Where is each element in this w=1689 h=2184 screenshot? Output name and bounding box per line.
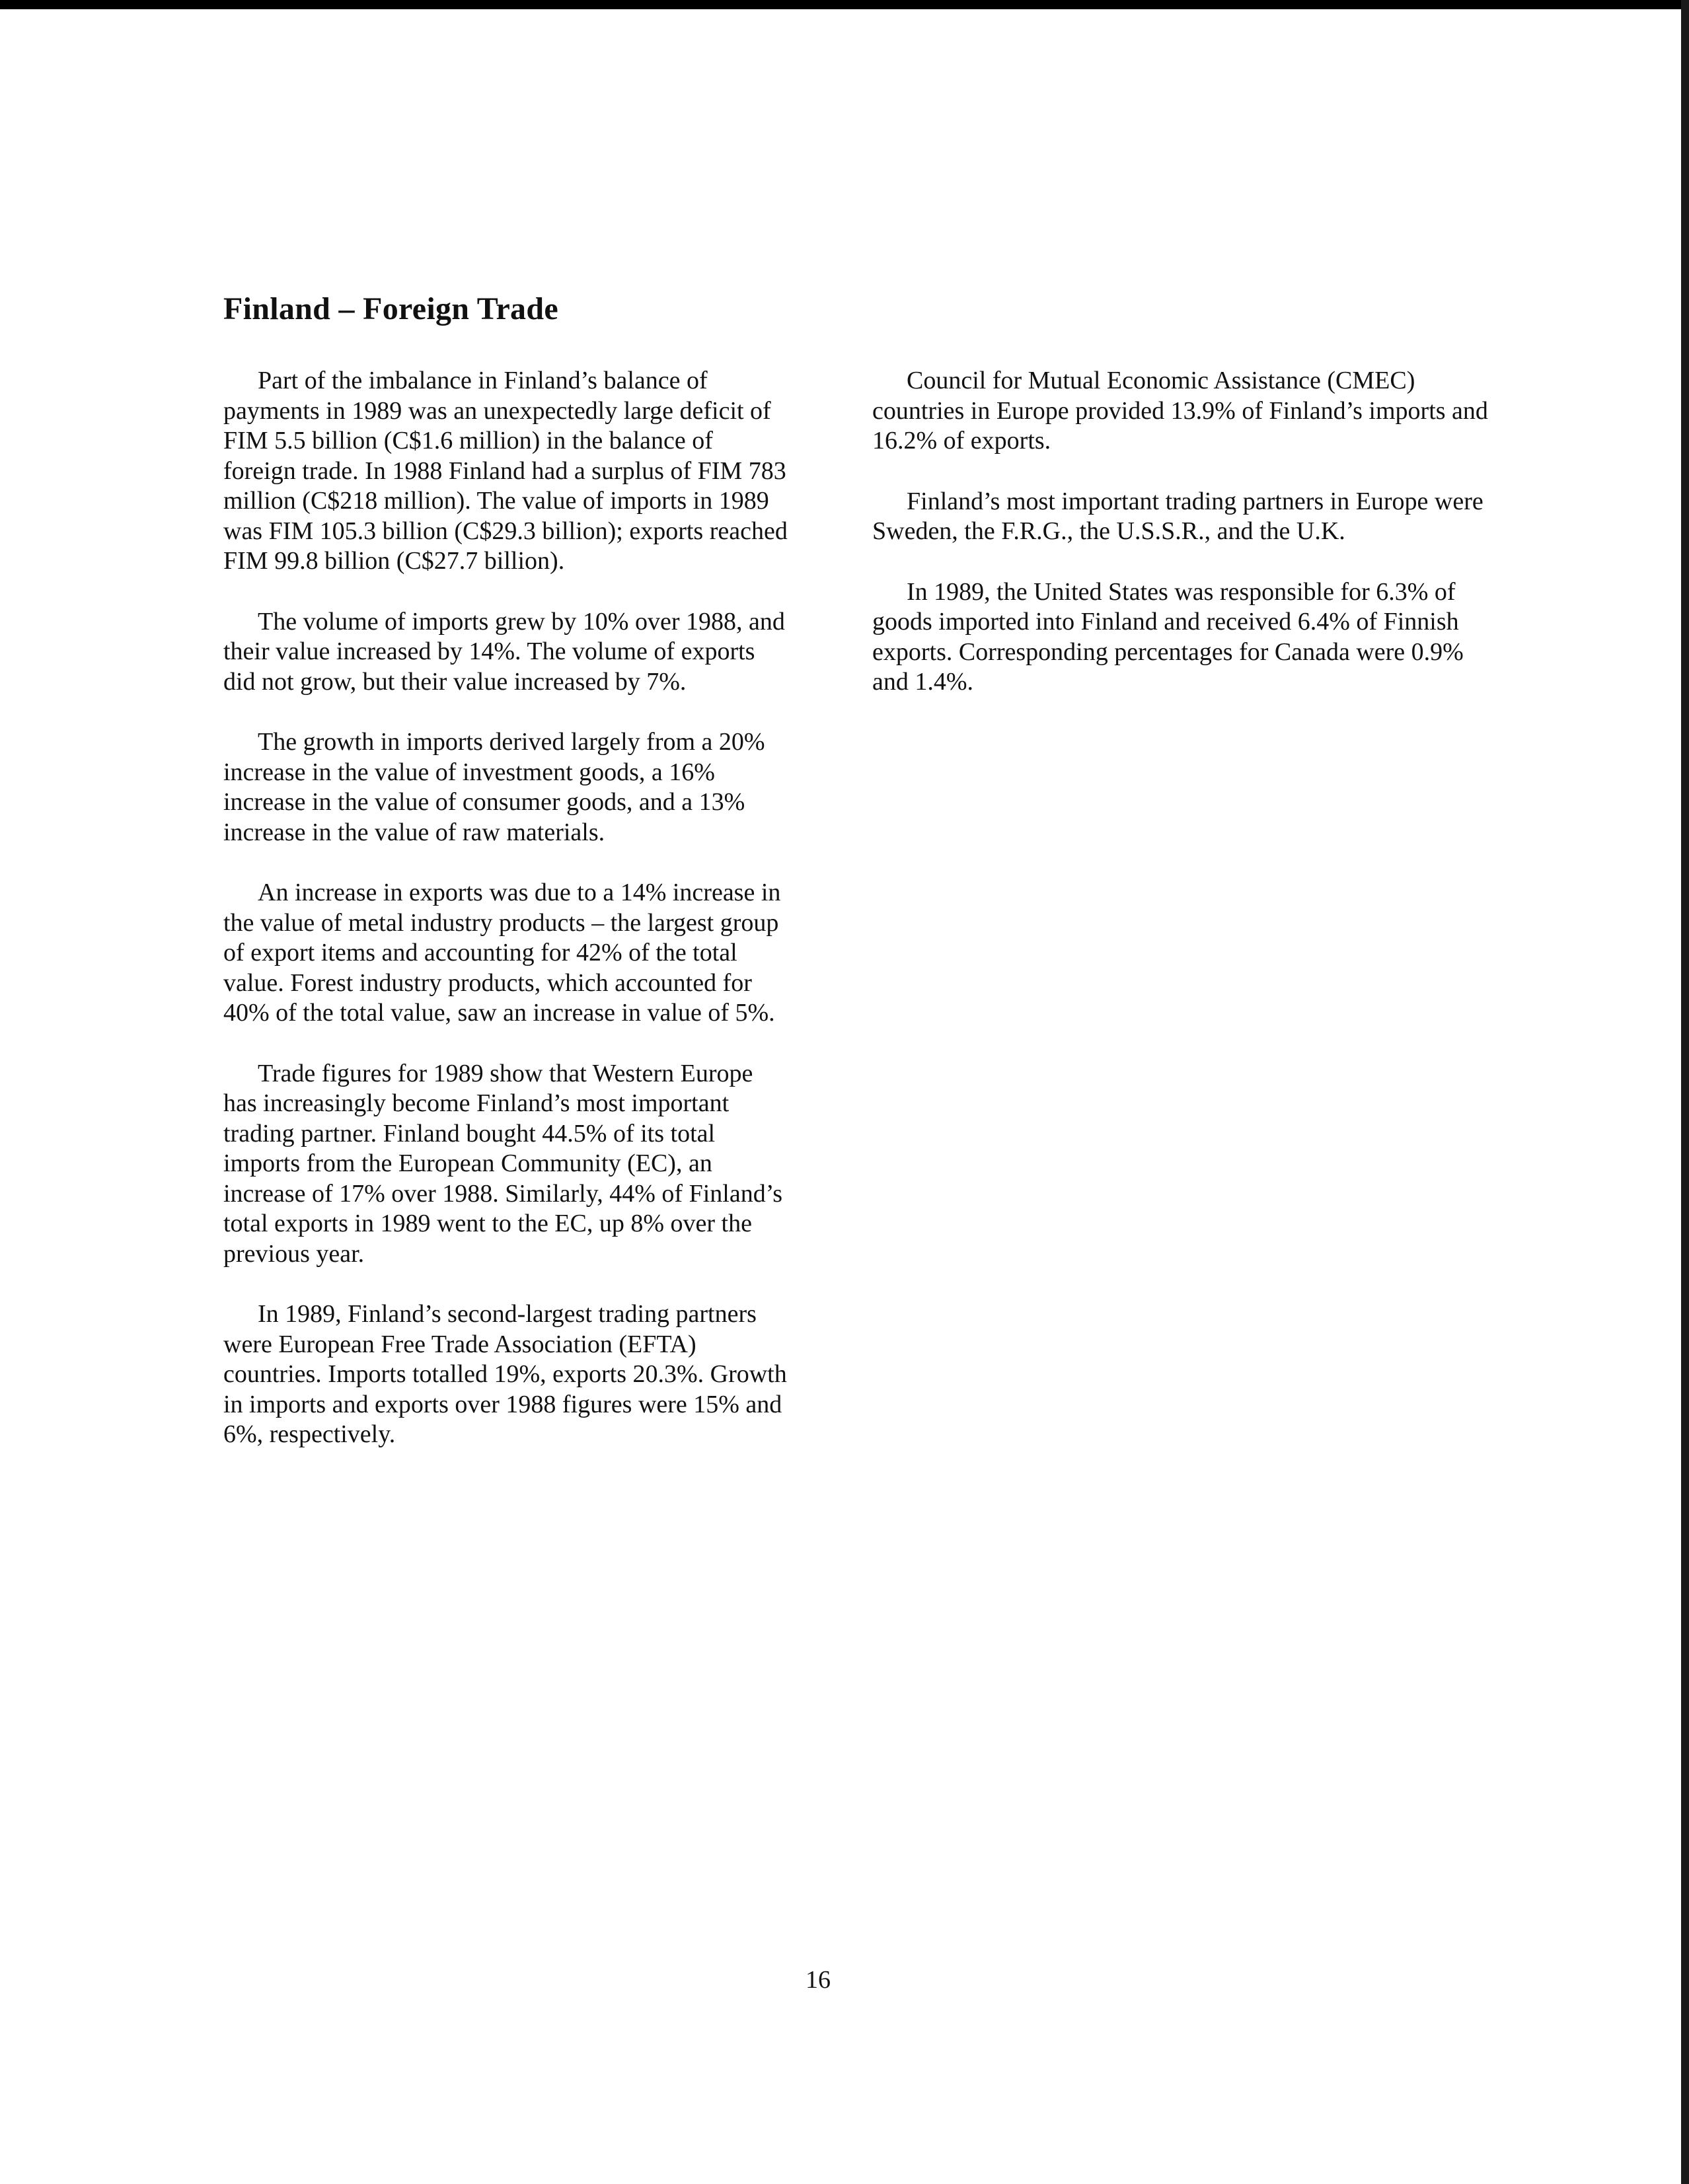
paragraph-cmec: Council for Mutual Economic Assistance (CMEC) countries in Europe provided 13.9% of Finland’s imports and 16.2% of exports. [872, 367, 1488, 455]
paragraph-trading-partners: Finland’s most important trading partners in Europe were Sweden, the F.R.G., the U.S.S.R., and the U.K. [872, 487, 1483, 545]
paragraph-us-canada: In 1989, the United States was responsible for 6.3% of goods imported into Finland and received 6.4% of Finnish exports. Corresponding percentages for Canada were 0.9% and 1.4%. [872, 577, 1464, 696]
paragraph-import-export-volume: The volume of imports grew by 10% over 1988, and their value increased by 14%. The volume of exports did not grow, but their value increased by 7%. [223, 607, 785, 696]
paragraph-import-growth: The growth in imports derived largely from a 20% increase in the value of investment goods, a 16% increase in the value of consumer goods, and a 13% increase in the value of raw materials. [223, 728, 765, 846]
scan-border-right [1681, 0, 1689, 2184]
page-number: 16 [806, 1966, 831, 1994]
paragraph-western-europe: Trade figures for 1989 show that Western Europe has increasingly become Finland’s most important trading partner. Finland bought 44.5% of its total imports from the European Community (EC), an increase of 17% over 1988. Similarly, 44% of Finland’s total exports in 1989 went to the EC, up 8% over the previous year. [223, 1059, 783, 1268]
page-title: Finland – Foreign Trade [223, 291, 558, 326]
paragraph-trade-balance: Part of the imbalance in Finland’s balance of payments in 1989 was an unexpectedly large deficit of FIM 5.5 billion (C$1.6 million) in the balance of foreign trade. In 1988 Finland had a surplus of FIM 783 million (C$218 million). The value of imports in 1989 was FIM 105.3 billion (C$29.3 billion); exports reached FIM 99.8 billion (C$27.7 billion). [223, 367, 788, 575]
left-column [223, 366, 792, 1480]
paragraph-export-increase: An increase in exports was due to a 14% increase in the value of metal industry products – the largest group of export items and accounting for 42% of the total value. Forest industry products, which accounted for 40% of the total value, saw an increase in value of 5%. [223, 879, 781, 1027]
paragraph-efta: In 1989, Finland’s second-largest trading partners were European Free Trade Association (EFTA) countries. Imports totalled 19%, exports 20.3%. Growth in imports and exports over 1988 figures were 15% and 6%, respectively. [223, 1300, 787, 1448]
scan-border-top [0, 0, 1689, 9]
right-column [872, 366, 1493, 728]
